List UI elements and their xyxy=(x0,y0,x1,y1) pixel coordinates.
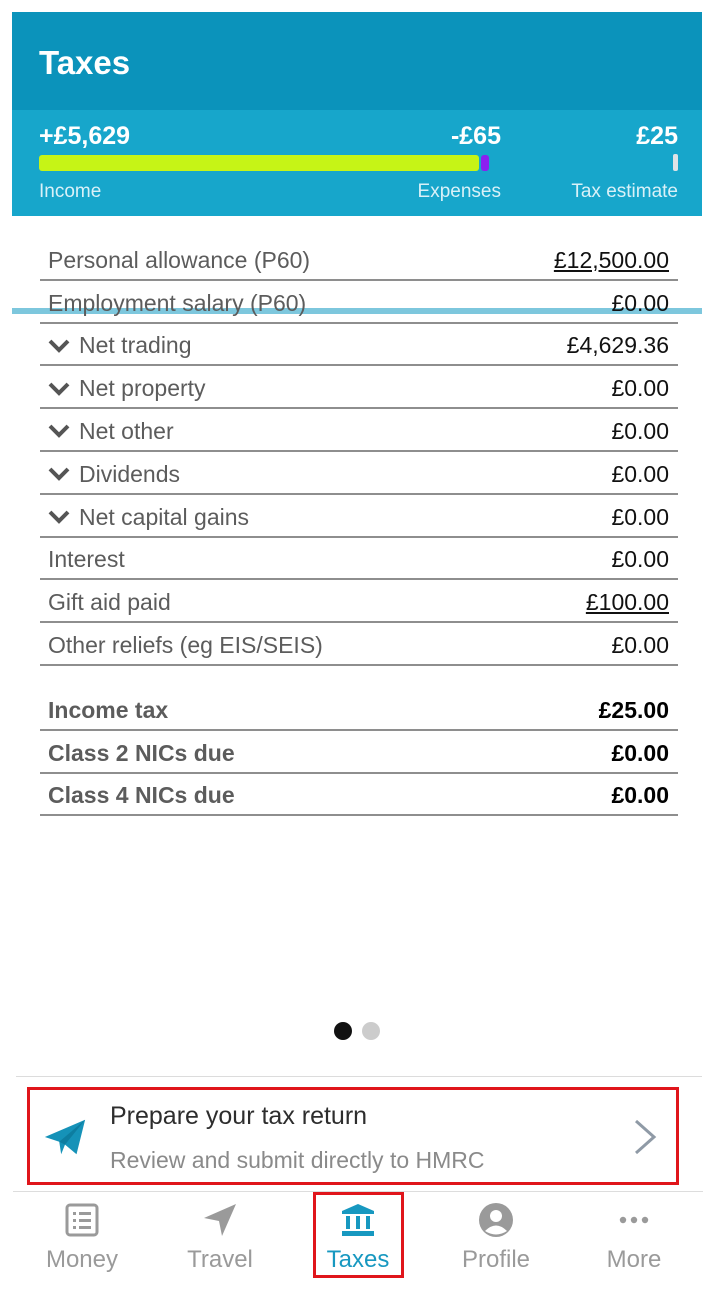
tax-row-label xyxy=(48,332,567,359)
tax-row-label-text: Gift aid paid xyxy=(48,589,171,616)
nav-tab-profile[interactable] xyxy=(427,1192,565,1291)
expenses-bar xyxy=(481,155,489,171)
tax-summary[interactable] xyxy=(12,110,702,216)
nav-tab-label: Taxes xyxy=(326,1246,390,1273)
total-row-value: £25.00 xyxy=(598,696,669,723)
tax-row-value: £0.00 xyxy=(611,546,669,573)
tax-row-label xyxy=(48,632,611,659)
page-dot[interactable] xyxy=(334,1022,352,1040)
tax-row[interactable] xyxy=(40,238,678,281)
income-bar xyxy=(39,155,479,171)
tax-row xyxy=(40,538,678,581)
tax-row-label-text: Net capital gains xyxy=(79,503,250,530)
total-row-label: Income tax xyxy=(48,696,169,723)
tax-row-value: £4,629.36 xyxy=(566,332,669,359)
tax-estimate-bar xyxy=(673,154,678,171)
chevron-down-icon[interactable] xyxy=(48,467,70,481)
chevron-down-icon[interactable] xyxy=(48,382,70,396)
nav-tab-label: Profile xyxy=(461,1246,531,1273)
nav-tab-taxes[interactable] xyxy=(289,1192,427,1291)
chevron-down-icon[interactable] xyxy=(48,339,70,353)
tax-estimate-value: £25 xyxy=(636,122,678,150)
nav-tab-label: Travel xyxy=(187,1246,253,1273)
tax-row-value: £0.00 xyxy=(611,289,669,316)
bank-icon xyxy=(340,1202,376,1238)
tax-totals-table xyxy=(40,688,678,816)
income-label: Income xyxy=(39,181,102,202)
navigation-arrow-icon xyxy=(202,1202,238,1238)
nav-tab-money[interactable] xyxy=(13,1192,151,1291)
tax-row-label-text: Net other xyxy=(79,417,174,444)
tax-row-value[interactable]: £12,500.00 xyxy=(553,246,669,273)
tax-row-label-text: Net property xyxy=(79,375,206,402)
tax-row-label-text: Dividends xyxy=(79,460,180,487)
taxes-header xyxy=(12,12,702,216)
total-row xyxy=(40,688,678,731)
tax-row-label xyxy=(48,290,611,317)
tax-row-value: £0.00 xyxy=(611,631,669,658)
tax-row-label xyxy=(48,589,586,616)
total-row-label: Class 4 NICs due xyxy=(48,782,235,809)
expenses-label: Expenses xyxy=(417,181,501,202)
tax-row[interactable] xyxy=(40,580,678,623)
bottom-navigation xyxy=(13,1191,703,1291)
tax-row-value: £0.00 xyxy=(611,503,669,530)
nav-tab-label: Money xyxy=(45,1246,119,1273)
nav-tab-label: More xyxy=(606,1246,662,1273)
tax-row-label xyxy=(48,247,554,274)
tax-estimate-label: Tax estimate xyxy=(571,181,678,202)
tax-row-value: £0.00 xyxy=(611,375,669,402)
prepare-title: Prepare your tax return xyxy=(110,1102,368,1130)
divider xyxy=(16,1076,702,1077)
tax-row[interactable] xyxy=(40,409,678,452)
expenses-value: -£65 xyxy=(450,122,501,150)
tax-row[interactable] xyxy=(40,452,678,495)
chevron-down-icon[interactable] xyxy=(48,424,70,438)
tax-row-label-text: Employment salary (P60) xyxy=(48,289,307,316)
page-dot[interactable] xyxy=(362,1022,380,1040)
chevron-right-icon xyxy=(632,1118,658,1156)
total-row-label: Class 2 NICs due xyxy=(48,739,235,766)
prepare-tax-return-button[interactable] xyxy=(27,1087,679,1185)
tax-row-label-text: Personal allowance (P60) xyxy=(48,246,311,273)
income-value: +£5,629 xyxy=(39,122,131,150)
tax-row[interactable] xyxy=(40,495,678,538)
tax-row-label-text: Other reliefs (eg EIS/SEIS) xyxy=(48,631,323,658)
tax-row xyxy=(40,281,678,324)
tax-row-value: £0.00 xyxy=(611,460,669,487)
tax-row xyxy=(40,623,678,666)
tax-row-label-text: Net trading xyxy=(79,332,192,359)
page-title: Taxes xyxy=(39,44,131,81)
more-dots-icon xyxy=(616,1202,652,1238)
total-row-value: £0.00 xyxy=(611,782,669,809)
tax-row-value: £0.00 xyxy=(611,417,669,444)
total-row xyxy=(40,774,678,817)
tax-breakdown-table xyxy=(40,238,678,666)
nav-tab-travel[interactable] xyxy=(151,1192,289,1291)
prepare-subtitle: Review and submit directly to HMRC xyxy=(110,1147,485,1173)
paper-plane-icon xyxy=(42,1114,88,1160)
tax-row-label xyxy=(48,418,611,445)
list-icon xyxy=(64,1202,100,1238)
nav-tab-more[interactable] xyxy=(565,1192,703,1291)
tax-row-label xyxy=(48,546,611,573)
tax-row-label-text: Interest xyxy=(48,546,125,573)
user-circle-icon xyxy=(478,1202,514,1238)
page-indicator[interactable] xyxy=(334,1022,380,1040)
total-row-value: £0.00 xyxy=(611,739,669,766)
chevron-down-icon[interactable] xyxy=(48,510,70,524)
tax-row[interactable] xyxy=(40,324,678,367)
tax-row-label xyxy=(48,504,611,531)
tax-row-label xyxy=(48,375,611,402)
tax-row-label xyxy=(48,461,611,488)
tax-row[interactable] xyxy=(40,366,678,409)
total-row xyxy=(40,731,678,774)
tax-row-value[interactable]: £100.00 xyxy=(585,589,669,616)
